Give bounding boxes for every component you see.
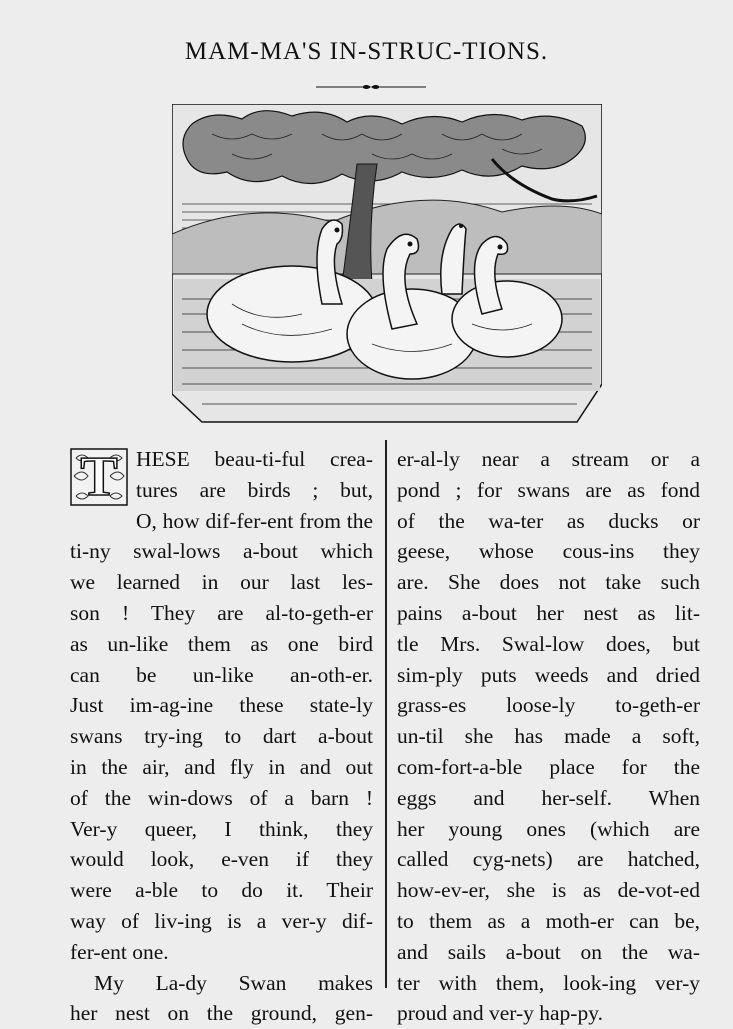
text-line: her young ones (which are <box>397 816 700 841</box>
text-line: of the win-dows of a barn ! <box>70 785 373 810</box>
text-line: ti-ny swal-lows a-bout which <box>70 539 373 564</box>
text-line: O, how dif-fer-ent from the <box>136 508 373 533</box>
text-line: er-al-ly near a stream or a <box>397 447 700 471</box>
text-line: son ! They are al-to-geth-er <box>70 600 373 625</box>
text-line: of the wa-ter as ducks or <box>397 508 700 533</box>
text-line: ter with them, look-ing ver-y <box>397 970 700 995</box>
text-line: HESE beau-ti-ful crea- <box>136 447 373 471</box>
text-line: tures are birds ; but, <box>136 477 373 502</box>
dropcap-letter: T <box>80 446 118 508</box>
text-line: pond ; for swans are as fond <box>397 477 700 502</box>
text-line: proud and ver-y hap-py. <box>397 1001 603 1026</box>
text-line: as un-like them as one bird <box>70 631 373 656</box>
text-line: My La-dy Swan makes <box>94 970 373 995</box>
text-line: swans try-ing to dart a-bout <box>70 724 373 749</box>
text-line: Just im-ag-ine these state-ly <box>70 693 373 718</box>
text-line: pains a-bout her nest as lit- <box>397 600 700 625</box>
left-column <box>70 444 373 1029</box>
column-divider <box>385 440 387 988</box>
text-line: would look, e-ven if they <box>70 847 373 872</box>
text-line: way of liv-ing is a ver-y dif- <box>70 908 373 933</box>
text-line: can be un-like an-oth-er. <box>70 662 373 687</box>
text-line: in the air, and fly in and out <box>70 754 373 779</box>
text-line: are. She does not take such <box>397 570 700 595</box>
text-line: grass-es loose-ly to-geth-er <box>397 693 700 718</box>
text-line: Ver-y queer, I think, they <box>70 816 373 841</box>
swans-illustration <box>172 104 602 424</box>
text-line: were a-ble to do it. Their <box>70 878 373 903</box>
text-line: tle Mrs. Swal-low does, but <box>397 631 700 656</box>
dropcap <box>70 448 128 506</box>
text-line: fer-ent one. <box>70 939 169 964</box>
text-line: un-til she has made a soft, <box>397 724 700 749</box>
text-line: her nest on the ground, gen- <box>70 1001 373 1026</box>
text-line: geese, whose cous-ins they <box>397 539 700 564</box>
text-line: how-ev-er, she is as de-vot-ed <box>397 878 700 903</box>
text-line: called cyg-nets) are hatched, <box>397 847 700 872</box>
text-line: to them as a moth-er can be, <box>397 908 700 933</box>
page-title: MAM-MA'S IN-STRUC-TIONS. <box>184 38 549 65</box>
text-line: com-fort-a-ble place for the <box>397 754 700 779</box>
text-line: sim-ply puts weeds and dried <box>397 662 700 687</box>
text-line: we learned in our last les- <box>70 570 373 595</box>
text-line: eggs and her-self. When <box>397 785 700 810</box>
title-ornament-rule <box>316 83 426 91</box>
text-line: and sails a-bout on the wa- <box>397 939 700 964</box>
right-column <box>397 444 700 1029</box>
